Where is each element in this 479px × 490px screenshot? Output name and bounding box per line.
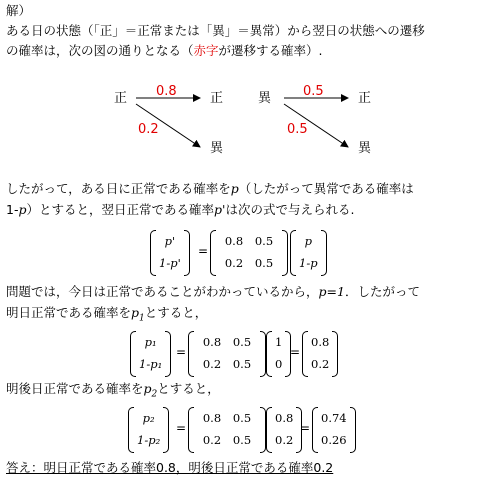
equation-1 bbox=[150, 230, 350, 276]
eq1-vec-top: p bbox=[304, 234, 312, 248]
eq1-lhs-vector bbox=[150, 230, 190, 276]
eq3-m11: 0.8 bbox=[202, 411, 222, 425]
eq3-m21: 0.2 bbox=[202, 433, 222, 447]
eq3-result bbox=[312, 407, 356, 453]
state-to-normal-right: 正 bbox=[358, 91, 372, 106]
eq3-vec-top: 0.8 bbox=[275, 411, 294, 425]
intro-text-end: が遷移する確率）. bbox=[218, 43, 323, 58]
eq1-lhs-bottom: 1-p' bbox=[159, 256, 181, 270]
eq3-lhs-top: p₂ bbox=[142, 411, 155, 425]
eq2-equals-2: = bbox=[290, 345, 301, 359]
intro-text: の確率は，次の図の通りとなる（ bbox=[6, 43, 194, 58]
para2-text-d: とすると， bbox=[144, 305, 208, 320]
para3-text-b: とすると， bbox=[157, 381, 220, 396]
intro-line-1: ある日の状態（「正」＝正常または「異」＝異常）から翌日の状態への遷移 bbox=[6, 23, 425, 38]
eq1-lhs-top: p' bbox=[164, 234, 176, 248]
eq3-matrix bbox=[188, 407, 266, 453]
para2-line-1 bbox=[6, 283, 420, 301]
eq1-vec-bottom: 1-p bbox=[299, 256, 318, 270]
state-to-abnormal-left: 異 bbox=[210, 141, 224, 156]
equation-3 bbox=[128, 407, 368, 453]
eq1-matrix bbox=[210, 230, 288, 276]
para2-text: 問題では，今日は正常であることがわかっているから， bbox=[6, 284, 319, 299]
eq2-result bbox=[302, 331, 338, 377]
para1-line-2 bbox=[6, 201, 354, 219]
var-p2-sub: 2 bbox=[151, 389, 158, 400]
eq1-m12: 0.5 bbox=[254, 234, 274, 248]
eq3-vec-bottom: 0.2 bbox=[275, 433, 294, 447]
prob-normal-normal: 0.8 bbox=[156, 84, 177, 99]
eq3-result-bottom: 0.26 bbox=[321, 433, 347, 447]
eq3-vector bbox=[266, 407, 302, 453]
eq3-m12: 0.5 bbox=[232, 411, 252, 425]
eq2-m11: 0.8 bbox=[202, 335, 222, 349]
para1-text-c: 1- bbox=[6, 202, 19, 217]
eq2-vector bbox=[266, 331, 291, 377]
para3-line bbox=[6, 380, 220, 404]
eq2-matrix bbox=[188, 331, 266, 377]
prob-abnormal-normal: 0.5 bbox=[303, 84, 324, 99]
var-p1: p bbox=[131, 305, 140, 320]
eq3-lhs-bottom: 1-p₂ bbox=[137, 433, 161, 447]
eq3-equals: = bbox=[176, 421, 187, 435]
eq2-lhs-vector bbox=[130, 331, 171, 377]
para1-line-1 bbox=[6, 180, 414, 198]
para1-text-d: ）とすると，翌日正常である確率 bbox=[26, 202, 214, 217]
state-to-abnormal-right: 異 bbox=[358, 141, 372, 156]
final-answer: 答え：明日正常である確率0.8，明後日正常である確率0.2 bbox=[6, 460, 334, 475]
var-p: p bbox=[230, 181, 239, 196]
red-text-note: 赤字 bbox=[193, 43, 219, 58]
intro-line-2 bbox=[6, 42, 323, 60]
eq2-result-top: 0.8 bbox=[311, 335, 330, 349]
eq1-m22: 0.5 bbox=[254, 256, 274, 270]
var-p2: p bbox=[143, 381, 152, 396]
eq2-lhs-bottom: 1-p₁ bbox=[139, 357, 163, 371]
para2-text-c: 明日正常である確率を bbox=[6, 305, 132, 320]
p-equals-1: p=1 bbox=[318, 284, 345, 299]
eq2-equals: = bbox=[176, 345, 187, 359]
state-to-normal-left: 正 bbox=[210, 91, 224, 106]
eq1-m21: 0.2 bbox=[224, 256, 244, 270]
eq3-m22: 0.5 bbox=[232, 433, 252, 447]
solution-heading: 解） bbox=[6, 3, 32, 18]
para2-text-b: ．したがって bbox=[344, 284, 420, 299]
var-p-prime: p' bbox=[214, 202, 226, 217]
eq2-vec-top: 1 bbox=[275, 335, 283, 349]
para2-line-2 bbox=[6, 304, 207, 328]
eq2-m22: 0.5 bbox=[232, 357, 252, 371]
eq3-lhs-vector bbox=[128, 407, 169, 453]
para3-text: 明後日正常である確率を bbox=[6, 381, 144, 396]
eq3-equals-2: = bbox=[300, 421, 311, 435]
eq2-lhs-top: p₁ bbox=[144, 335, 157, 349]
eq2-m12: 0.5 bbox=[232, 335, 252, 349]
eq1-vector bbox=[290, 230, 327, 276]
prob-abnormal-abnormal: 0.5 bbox=[287, 122, 308, 137]
eq3-result-top: 0.74 bbox=[321, 411, 347, 425]
eq2-vec-bottom: 0 bbox=[275, 357, 283, 371]
transition-diagram bbox=[0, 78, 479, 168]
var-p1-sub: 1 bbox=[139, 313, 145, 324]
eq2-result-bottom: 0.2 bbox=[311, 357, 330, 371]
eq2-m21: 0.2 bbox=[202, 357, 222, 371]
equation-2 bbox=[130, 331, 360, 377]
para1-text-b: （したがって異常である確率は bbox=[238, 181, 414, 196]
eq1-m11: 0.8 bbox=[224, 234, 244, 248]
var-p-2: p bbox=[18, 202, 27, 217]
eq1-equals: = bbox=[198, 244, 209, 258]
para1-text: したがって，ある日に正常である確率を bbox=[6, 181, 231, 196]
state-from-normal: 正 bbox=[114, 91, 128, 106]
state-from-abnormal: 異 bbox=[258, 91, 272, 106]
prob-normal-abnormal: 0.2 bbox=[138, 122, 159, 137]
para1-text-e: は次の式で与えられる. bbox=[225, 202, 355, 217]
transition-arrows bbox=[0, 78, 479, 168]
